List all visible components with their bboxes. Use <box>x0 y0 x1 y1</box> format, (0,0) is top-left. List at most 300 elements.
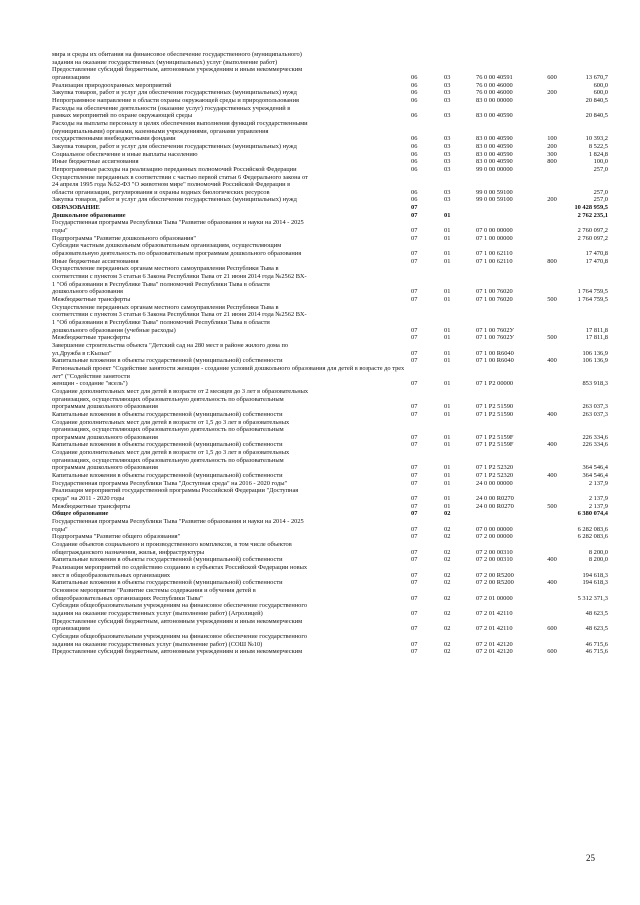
subsection-code: 01 <box>444 211 451 219</box>
row-name <box>52 587 408 602</box>
row-name-line: Непрограммное направление в области охраны окружающей среды и природопользования <box>52 96 299 104</box>
section-code: 07 <box>411 410 418 418</box>
row-name <box>52 265 408 296</box>
row-name <box>52 97 408 105</box>
section-code: 06 <box>411 165 418 173</box>
table-row <box>52 334 608 342</box>
row-name-line: Субсидии общеобразовательным учреждениям на финансовое обеспечение государственного <box>52 602 308 610</box>
table-row <box>52 648 608 656</box>
subsection-code: 02 <box>444 525 451 533</box>
table-row <box>52 533 608 541</box>
row-name <box>52 541 408 556</box>
target-article-code: 07 0 00 00000 <box>476 227 513 235</box>
section-code: 06 <box>411 150 418 158</box>
row-name-line: Субсидии общеобразовательным учреждениям на финансовое обеспечение государственного <box>52 632 308 640</box>
row-name-line: ОБРАЗОВАНИЕ <box>52 204 100 212</box>
subsection-code: 01 <box>444 334 451 342</box>
table-row <box>52 518 608 533</box>
row-name-line: Государственная программа Республики Тыва "Развитие образования и науки на 2014 - 2025 <box>52 518 304 526</box>
row-name-line: (муниципальными) органами, казенными учреждениями, органами управления <box>52 127 269 135</box>
table-row <box>52 304 608 335</box>
target-article-code: 07 1 00 R6040 <box>476 349 514 357</box>
table-row <box>52 587 608 602</box>
row-name <box>52 357 408 365</box>
row-name-line: Непрограммные расходы на реализацию переданных полномочий Российской Федерации <box>52 165 297 173</box>
row-name-line: рамках мероприятий по охране окружающей среды <box>52 112 193 120</box>
target-article-code: 83 0 00 40590 <box>476 150 513 158</box>
amount: 257,0 <box>593 188 608 196</box>
row-name <box>52 166 408 174</box>
expense-type-code: 800 <box>547 158 557 166</box>
subsection-code: 01 <box>444 288 451 296</box>
table-row <box>52 258 608 266</box>
row-name-line: государственными внебюджетными фондами <box>52 135 176 143</box>
row-name-line: Реализация мероприятий по содействию созданию в субъектах Российской Федерации новых <box>52 563 308 571</box>
row-name <box>52 334 408 342</box>
section-code: 07 <box>411 640 418 648</box>
section-code: 07 <box>411 548 418 556</box>
section-code: 06 <box>411 112 418 120</box>
row-name-line: образовательную деятельность по образовательным программам дошкольного образования <box>52 250 302 258</box>
subsection-code: 02 <box>444 571 451 579</box>
row-name-line: Создание дополнительных мест для детей в возрасте от 1,5 до 3 лет в образовательных <box>52 449 290 457</box>
row-name <box>52 503 408 511</box>
section-code: 07 <box>411 579 418 587</box>
table-row <box>52 564 608 579</box>
section-code: 07 <box>411 571 418 579</box>
row-name-line: соответствии с пунктом 3 статьи 6 Закона Республики Тыва от 21 июня 2014 года №2562 ВХ- <box>52 273 307 281</box>
amount: 10 428 959,5 <box>574 204 608 212</box>
row-name <box>52 618 408 633</box>
row-name-line: Создание дополнительных мест для детей в возрасте от 2 месяцев до 3 лет в образовательных <box>52 387 309 395</box>
row-name-line: Предоставление субсидий бюджетным, автономным учреждениям и иным некоммерческим <box>52 617 303 625</box>
row-name <box>52 648 408 656</box>
row-name-line: Капитальные вложения в объекты государственной (муниципальной) собственности <box>52 410 283 418</box>
row-name-line: программам дошкольного образования <box>52 403 158 411</box>
section-code: 06 <box>411 73 418 81</box>
target-article-code: 99 0 00 00000 <box>476 165 513 173</box>
target-article-code: 07 0 00 00000 <box>476 525 513 533</box>
subsection-code: 01 <box>444 357 451 365</box>
subsection-code: 01 <box>444 227 451 235</box>
section-code: 07 <box>411 433 418 441</box>
subsection-code: 01 <box>444 464 451 472</box>
expense-type-code: 100 <box>547 135 557 143</box>
row-name <box>52 487 408 502</box>
row-name <box>52 342 408 357</box>
section-code: 07 <box>411 326 418 334</box>
amount: 263 037,3 <box>582 410 608 418</box>
subsection-code: 01 <box>444 250 451 258</box>
amount: 5 312 371,3 <box>577 594 608 602</box>
table-row <box>52 212 608 220</box>
target-article-code: 07 1 P2 5159F <box>476 441 514 449</box>
row-name-line: Межбюджетные трансферты <box>52 334 131 342</box>
budget-table <box>52 51 608 656</box>
row-name <box>52 219 408 234</box>
amount: 2 760 097,2 <box>577 227 608 235</box>
section-code: 07 <box>411 234 418 242</box>
target-article-code: 07 1 P2 51590 <box>476 410 514 418</box>
target-article-code: 24 0 00 R0270 <box>476 502 514 510</box>
table-row <box>52 618 608 633</box>
amount: 2 137,9 <box>588 502 608 510</box>
row-name-line: Закупка товаров, работ и услуг для обеспечения государственных (муниципальных) нужд <box>52 142 297 150</box>
row-name-line: Осуществление переданных органам местного самоуправления Республики Тыва в <box>52 265 279 273</box>
row-name-line: Создание дополнительных мест для детей в возрасте от 1,5 до 3 лет в образовательных <box>52 418 290 426</box>
subsection-code: 01 <box>444 495 451 503</box>
section-code: 07 <box>411 204 418 212</box>
amount: 194 618,3 <box>582 579 608 587</box>
row-name-line: 1 "Об образовании в Республике Тыва" полномочий Республики Тыва в области <box>52 280 270 288</box>
expense-type-code: 600 <box>547 73 557 81</box>
table-row <box>52 66 608 81</box>
expense-type-code: 400 <box>547 441 557 449</box>
amount: 13 670,7 <box>585 73 608 81</box>
row-name <box>52 235 408 243</box>
row-name <box>52 151 408 159</box>
target-article-code: 83 0 00 40590 <box>476 158 513 166</box>
row-name <box>52 556 408 564</box>
row-name-line: Завершение строительства объекта "Детский сад на 280 мест в районе жилого дома по <box>52 341 289 349</box>
section-code: 07 <box>411 211 418 219</box>
section-code: 07 <box>411 594 418 602</box>
target-article-code: 07 1 00 00000 <box>476 234 513 242</box>
amount: 106 136,9 <box>582 349 608 357</box>
row-name-line: области организации, регулирования и охраны водных биологических ресурсов <box>52 188 270 196</box>
amount: 48 623,5 <box>585 609 608 617</box>
target-article-code: 07 1 00 62110 <box>476 250 513 258</box>
target-article-code: 99 0 00 59100 <box>476 196 513 204</box>
subsection-code: 01 <box>444 326 451 334</box>
row-name <box>52 242 408 257</box>
row-name <box>52 510 408 518</box>
row-name-line: Реализация мероприятий государственной программы Российской Федерации "Доступная <box>52 487 299 495</box>
row-name <box>52 120 408 143</box>
row-name-line: общегражданского назначения, жилья, инфраструктуры <box>52 548 205 556</box>
amount: 2 762 235,1 <box>577 211 608 219</box>
expense-type-code: 600 <box>547 625 557 633</box>
row-name-line: организациях, осуществляющих образовательную деятельность по образовательным <box>52 456 284 464</box>
table-row <box>52 151 608 159</box>
table-row <box>52 419 608 442</box>
row-name <box>52 66 408 81</box>
subsection-code: 03 <box>444 196 451 204</box>
subsection-code: 02 <box>444 648 451 656</box>
row-name <box>52 602 408 617</box>
table-row <box>52 143 608 151</box>
table-row <box>52 204 608 212</box>
expense-type-code: 300 <box>547 150 557 158</box>
subsection-code: 02 <box>444 579 451 587</box>
table-row <box>52 556 608 564</box>
subsection-code: 02 <box>444 548 451 556</box>
target-article-code: 07 1 P2 5159F <box>476 433 514 441</box>
subsection-code: 03 <box>444 81 451 89</box>
amount: 8 522,5 <box>588 142 608 150</box>
target-article-code: 07 1 00 62110 <box>476 257 513 265</box>
row-name <box>52 105 408 120</box>
row-name <box>52 388 408 411</box>
target-article-code: 07 2 00 R5200 <box>476 571 514 579</box>
table-row <box>52 219 608 234</box>
section-code: 07 <box>411 257 418 265</box>
page-number: 25 <box>586 853 595 863</box>
target-article-code: 07 1 00 76020 <box>476 296 513 303</box>
table-row <box>52 296 608 304</box>
subsection-code: 01 <box>444 380 451 388</box>
amount: 257,0 <box>593 165 608 173</box>
subsection-code: 01 <box>444 410 451 418</box>
table-row <box>52 633 608 648</box>
subsection-code: 03 <box>444 89 451 97</box>
row-name-line: Межбюджетные трансферты <box>52 296 131 303</box>
amount: 20 840,5 <box>585 96 608 104</box>
subsection-code: 02 <box>444 625 451 633</box>
amount: 226 334,6 <box>582 441 608 449</box>
amount: 2 137,9 <box>588 479 608 487</box>
target-article-code: 07 2 01 42110 <box>476 609 513 617</box>
row-name <box>52 472 408 480</box>
target-article-code: 07 1 P2 52320 <box>476 464 514 472</box>
row-name <box>52 365 408 388</box>
expense-type-code: 200 <box>547 196 557 204</box>
row-name-line: Региональный проект "Содействие занятости женщин - создание условий дошкольного образования для детей в возрасте до трех лет" ("Содействие занятости <box>52 364 405 380</box>
row-name-line: организациях, осуществляющих образовательную деятельность по образовательным <box>52 395 284 403</box>
row-name-line: Расходы на выплаты персоналу в целях обеспечения выполнения функций государственными <box>52 119 308 127</box>
row-name <box>52 196 408 204</box>
section-code: 07 <box>411 625 418 633</box>
row-name <box>52 212 408 220</box>
row-name-line: Капитальные вложения в объекты государственной (муниципальной) собственности <box>52 556 283 564</box>
subsection-code: 03 <box>444 135 451 143</box>
section-code: 07 <box>411 533 418 541</box>
row-name <box>52 449 408 472</box>
row-name-line: Реализация природоохранных мероприятий <box>52 81 172 89</box>
section-code: 06 <box>411 188 418 196</box>
row-name-line: дошкольного образования <box>52 288 123 296</box>
table-row <box>52 487 608 502</box>
section-code: 07 <box>411 441 418 449</box>
table-row <box>52 510 608 518</box>
target-article-code: 76 0 00 46000 <box>476 81 513 89</box>
table-row <box>52 235 608 243</box>
amount: 263 037,3 <box>582 403 608 411</box>
row-name <box>52 633 408 648</box>
table-row <box>52 342 608 357</box>
row-name-line: Государственная программа Республики Тыва "Доступная среда" на 2016 - 2020 годы" <box>52 479 288 487</box>
subsection-code: 03 <box>444 158 451 166</box>
row-name-line: Предоставление субсидий бюджетным, автономным учреждениям и иным некоммерческим <box>52 66 303 74</box>
row-name-line: Закупка товаров, работ и услуг для обеспечения государственных (муниципальных) нужд <box>52 196 297 204</box>
section-code: 06 <box>411 158 418 166</box>
expense-type-code: 400 <box>547 357 557 365</box>
amount: 8 200,0 <box>588 556 608 564</box>
row-name <box>52 579 408 587</box>
subsection-code: 02 <box>444 556 451 564</box>
target-article-code: 07 2 00 R5200 <box>476 579 514 587</box>
amount: 6 380 074,4 <box>577 510 608 518</box>
section-code: 07 <box>411 349 418 357</box>
row-name <box>52 51 408 66</box>
row-name <box>52 158 408 166</box>
target-article-code: 07 2 00 00000 <box>476 533 513 541</box>
row-name <box>52 258 408 266</box>
row-name-line: Создание объектов социального и производственного комплексов, в том числе объектов <box>52 541 292 548</box>
table-row <box>52 89 608 97</box>
row-name-line: среда" на 2011 - 2020 годы <box>52 495 125 503</box>
target-article-code: 07 1 00 7602У <box>476 326 515 334</box>
subsection-code: 03 <box>444 165 451 173</box>
amount: 17 811,8 <box>585 334 608 342</box>
section-code: 07 <box>411 380 418 388</box>
amount: 364 546,4 <box>582 472 608 480</box>
table-row <box>52 174 608 197</box>
amount: 10 393,2 <box>585 135 608 143</box>
target-article-code: 07 1 P2 00000 <box>476 380 514 388</box>
subsection-code: 03 <box>444 96 451 104</box>
row-name-line: Расходы на обеспечение деятельности (оказание услуг) государственных учреждений в <box>52 104 291 112</box>
table-row <box>52 357 608 365</box>
row-name-line: программам дошкольного образования <box>52 433 158 441</box>
subsection-code: 01 <box>444 502 451 510</box>
row-name-line: Капитальные вложения в объекты государственной (муниципальной) собственности <box>52 441 283 449</box>
amount: 17 470,8 <box>585 257 608 265</box>
target-article-code: 07 1 00 R6040 <box>476 357 514 365</box>
section-code: 07 <box>411 556 418 564</box>
section-code: 07 <box>411 472 418 480</box>
target-article-code: 83 0 00 00000 <box>476 96 513 104</box>
row-name <box>52 82 408 90</box>
expense-type-code: 500 <box>547 296 557 303</box>
table-row <box>52 97 608 105</box>
row-name <box>52 204 408 212</box>
expense-type-code: 400 <box>547 556 557 564</box>
subsection-code: 01 <box>444 403 451 411</box>
row-name-line: соответствии с пунктом 3 статьи 6 Закона Республики Тыва от 21 июня 2014 года №2562 ВХ- <box>52 311 307 319</box>
target-article-code: 99 0 00 59100 <box>476 188 513 196</box>
amount: 1 824,8 <box>588 150 608 158</box>
row-name-line: женщин - создание "ясель") <box>52 380 128 388</box>
subsection-code: 01 <box>444 349 451 357</box>
target-article-code: 07 2 01 42120 <box>476 648 513 656</box>
row-name <box>52 564 408 579</box>
row-name <box>52 304 408 335</box>
row-name-line: Общее образование <box>52 510 109 518</box>
row-name <box>52 518 408 533</box>
row-name-line: мест в общеобразовательных организациях <box>52 571 171 579</box>
row-name <box>52 143 408 151</box>
row-name-line: Закупка товаров, работ и услуг для обеспечения государственных (муниципальных) нужд <box>52 89 297 97</box>
expense-type-code: 400 <box>547 472 557 480</box>
amount: 46 715,6 <box>585 648 608 656</box>
table-row <box>52 441 608 449</box>
row-name-line: программам дошкольного образования <box>52 464 158 472</box>
subsection-code: 01 <box>444 472 451 480</box>
row-name-line: 1 "Об образовании в Республике Тыва" полномочий Республики Тыва в области <box>52 318 270 326</box>
target-article-code: 07 1 00 7602У <box>476 334 515 342</box>
expense-type-code: 500 <box>547 334 557 342</box>
table-row <box>52 541 608 556</box>
row-name-line: ул.Дружба в г.Кызыл" <box>52 349 112 357</box>
amount: 1 764 759,5 <box>577 288 608 296</box>
subsection-code: 02 <box>444 640 451 648</box>
amount: 20 840,5 <box>585 112 608 120</box>
target-article-code: 07 2 01 42110 <box>476 625 513 633</box>
subsection-code: 01 <box>444 296 451 303</box>
table-row <box>52 503 608 511</box>
table-row <box>52 449 608 472</box>
target-article-code: 83 0 00 40590 <box>476 135 513 143</box>
section-code: 07 <box>411 648 418 656</box>
section-code: 06 <box>411 142 418 150</box>
row-name-line: годы" <box>52 227 68 235</box>
target-article-code: 07 2 00 00310 <box>476 548 513 556</box>
section-code: 07 <box>411 288 418 296</box>
section-code: 07 <box>411 502 418 510</box>
amount: 8 200,0 <box>588 548 608 556</box>
section-code: 07 <box>411 510 418 518</box>
row-name <box>52 174 408 197</box>
row-name-line: Капитальные вложения в объекты государственной (муниципальной) собственности <box>52 357 283 365</box>
section-code: 06 <box>411 96 418 104</box>
amount: 1 764 759,5 <box>577 296 608 303</box>
table-row <box>52 579 608 587</box>
table-row <box>52 242 608 257</box>
expense-type-code: 200 <box>547 89 557 97</box>
table-row <box>52 472 608 480</box>
row-name-line: дошкольного образования (учебные расходы) <box>52 326 176 334</box>
row-name <box>52 411 408 419</box>
section-code: 06 <box>411 135 418 143</box>
row-name-line: Иные бюджетные ассигнования <box>52 158 139 166</box>
row-name-line: организациям <box>52 73 90 81</box>
subsection-code: 01 <box>444 433 451 441</box>
expense-type-code: 400 <box>547 579 557 587</box>
table-row <box>52 480 608 488</box>
row-name <box>52 89 408 97</box>
table-row <box>52 120 608 143</box>
row-name-line: задания на оказание государственных услуг (выполнение работ) (СОШ №10) <box>52 640 263 648</box>
target-article-code: 24 0 00 R0270 <box>476 495 514 503</box>
row-name-line: годы" <box>52 525 68 533</box>
section-code: 06 <box>411 81 418 89</box>
target-article-code: 07 2 00 00310 <box>476 556 513 564</box>
table-row <box>52 196 608 204</box>
section-code: 07 <box>411 525 418 533</box>
subsection-code: 03 <box>444 142 451 150</box>
target-article-code: 76 0 00 40591 <box>476 73 513 81</box>
target-article-code: 83 0 00 40590 <box>476 112 513 120</box>
section-code: 06 <box>411 196 418 204</box>
amount: 853 918,3 <box>582 380 608 388</box>
row-name-line: Социальное обеспечение и иные выплаты населению <box>52 150 198 158</box>
amount: 2 137,9 <box>588 495 608 503</box>
subsection-code: 02 <box>444 609 451 617</box>
amount: 100,0 <box>593 158 608 166</box>
amount: 2 760 097,2 <box>577 234 608 242</box>
subsection-code: 03 <box>444 188 451 196</box>
row-name-line: Субсидии частным дошкольным образовательным организациям, осуществляющим <box>52 242 282 250</box>
amount: 257,0 <box>593 196 608 204</box>
row-name <box>52 419 408 442</box>
row-name-line: Основное мероприятие "Развитие системы содержания и обучения детей в <box>52 586 256 594</box>
target-article-code: 07 1 P2 52320 <box>476 472 514 480</box>
table-row <box>52 388 608 411</box>
subsection-code: 01 <box>444 441 451 449</box>
amount: 48 623,5 <box>585 625 608 633</box>
row-name-line: организациях, осуществляющих образовательную деятельность по образовательным <box>52 426 284 434</box>
